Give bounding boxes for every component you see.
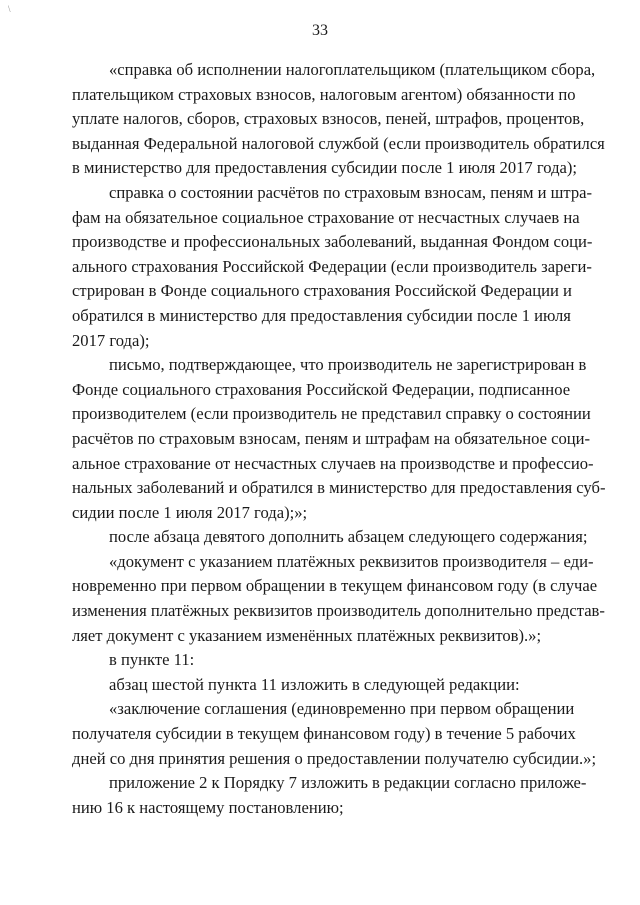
text-line: ляет документ с указанием изменённых платёжных реквизитов).»; [72,625,542,645]
text-line: в пункте 11: [109,650,195,670]
text-line: плательщиком страховых взносов, налоговым агентом) обязанности по [72,84,576,104]
text-line: производстве и профессиональных заболеваний, выданная Фондом соци- [72,232,593,252]
paragraph [72,771,587,820]
text-line: «справка об исполнении налогоплательщиком (плательщиком сбора, [109,60,596,79]
text-line: получателя субсидии в текущем финансовом году) в течение 5 рабочих [72,724,576,744]
text-line: выданная Федеральной налоговой службой (если производитель обратился [72,133,605,153]
text-line: «заключение соглашения (единовременно при первом обращении [109,699,575,719]
text-line: после абзаца девятого дополнить абзацем следующего содержания; [109,527,588,547]
text-line: в министерство для предоставления субсидии после 1 июля 2017 года); [72,158,578,178]
text-line: фам на обязательное социальное страхование от несчастных случаев на [72,207,580,227]
text-line: абзац шестой пункта 11 изложить в следующей редакции: [109,674,520,694]
text-line: новременно при первом обращении в текущем финансовом году (в случае [72,576,598,596]
text-line: нию 16 к настоящему постановлению; [72,797,344,817]
paragraph [72,673,563,698]
paragraph [72,181,593,353]
text-line: дней со дня принятия решения о предоставлении получателю субсидии.»; [72,748,597,768]
document-body [72,58,606,820]
text-line: обратился в министерство для предоставления субсидии после 1 июля [72,305,571,325]
text-line: письмо, подтверждающее, что производитель не зарегистрирован в [109,355,587,375]
paragraph [72,648,563,673]
paragraph [72,550,605,648]
text-line: стрирован в Фонде социального страхования Российской Федерации и [72,281,572,301]
text-line: производителем (если производитель не представил справку о состоянии [72,404,591,424]
paragraph [72,525,588,550]
text-line: уплате налогов, сборов, страховых взносов, пеней, штрафов, процентов, [72,109,585,129]
page-number: 33 [312,22,328,39]
text-line: изменения платёжных реквизитов производитель дополнительно представ- [72,601,605,621]
text-line: ального страхования Российской Федерации (если производитель зареги- [72,256,592,276]
text-line: «документ с указанием платёжных реквизитов производителя – еди- [109,551,594,571]
text-line: нальных заболеваний и обратился в министерство для предоставления суб- [72,478,606,498]
text-line: 2017 года); [72,330,150,350]
paragraph [72,58,605,181]
margin-mark: \ [8,4,11,14]
paragraph [72,697,597,771]
text-line: справка о состоянии расчётов по страховым взносам, пеням и штра- [109,182,593,202]
text-line: альное страхование от несчастных случаев на производстве и профессио- [72,453,594,473]
text-line: Фонде социального страхования Российской Федерации, подписанное [72,379,571,399]
text-line: сидии после 1 июля 2017 года);»; [72,502,308,522]
paragraph [72,353,606,525]
text-line: расчётов по страховым взносам, пеням и штрафам на обязательное соци- [72,428,591,448]
text-line: приложение 2 к Порядку 7 изложить в редакции согласно приложе- [109,773,587,793]
